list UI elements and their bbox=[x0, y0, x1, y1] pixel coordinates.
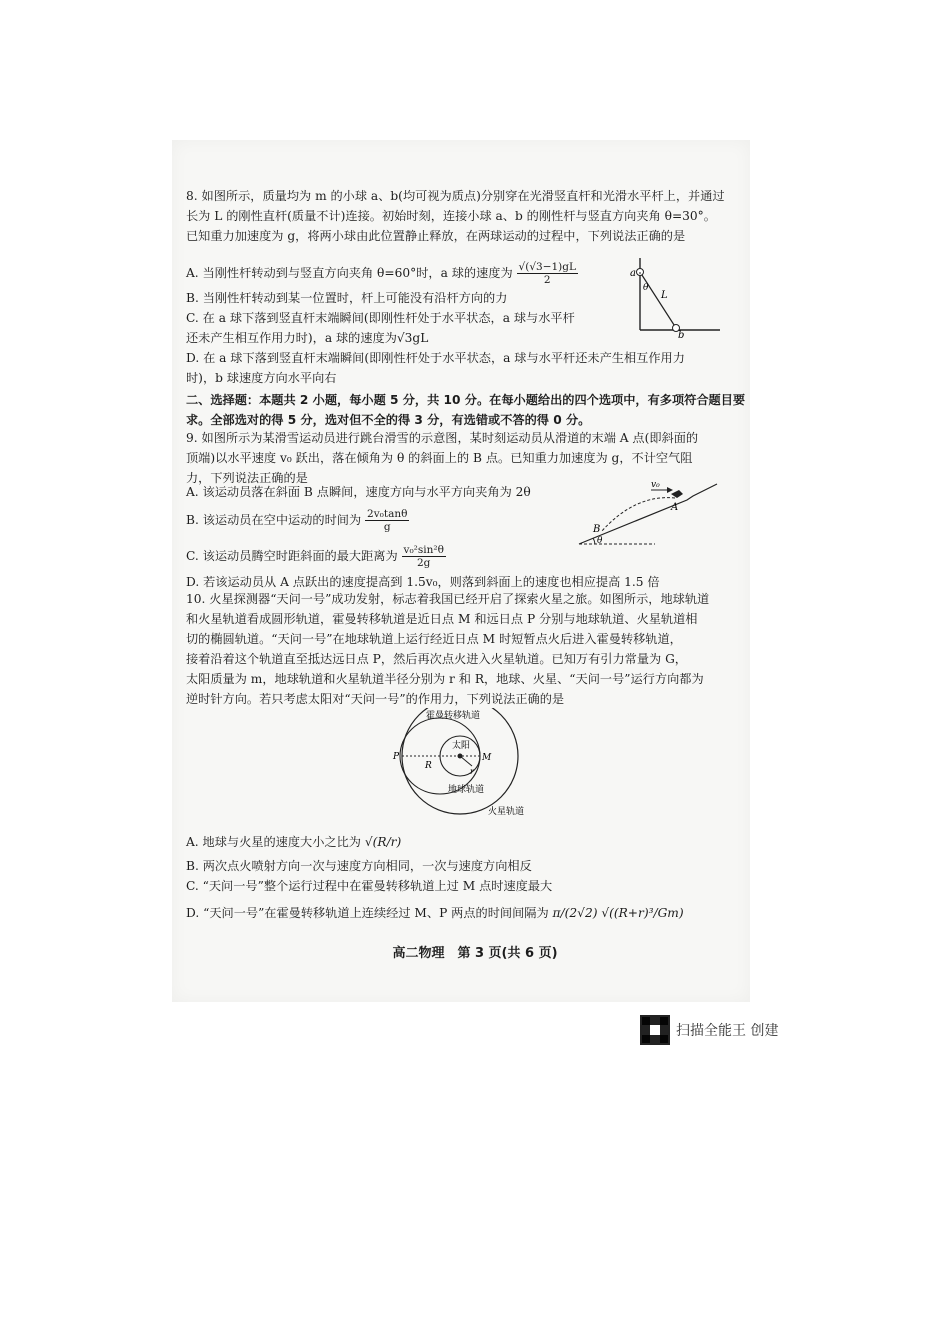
q10-label-earth: 地球轨道 bbox=[448, 785, 485, 795]
q10-label-mars: 火星轨道 bbox=[488, 807, 525, 817]
q8-label-L: L bbox=[661, 290, 668, 301]
q10-line-2: 和火星轨道看成圆形轨道，霍曼转移轨道是近日点 M 和远日点 P 分别与地球轨道、火星轨道相 bbox=[186, 612, 698, 626]
q8-label-a: a bbox=[630, 268, 636, 279]
q10-option-c: C. “天问一号”整个运行过程中在霍曼转移轨道上过 M 点时速度最大 bbox=[186, 879, 553, 893]
question-8 bbox=[186, 186, 726, 246]
q10-option-d-root: √((R+r)³/Gm) bbox=[601, 906, 684, 920]
q9-label-A: A bbox=[671, 502, 679, 513]
q9-ski-figure bbox=[575, 478, 725, 550]
page-footer: 高二物理 第 3 页(共 6 页) bbox=[392, 946, 558, 961]
scanner-watermark bbox=[640, 1015, 778, 1045]
q9-line-2: 顶端)以水平速度 v₀ 跃出，落在倾角为 θ 的斜面上的 B 点。已知重力加速度为 g，不计空气阻 bbox=[186, 451, 693, 465]
q8-label-theta: θ bbox=[643, 283, 649, 293]
section-2-line-2: 求。全部选对的得 5 分，选对但不全的得 3 分，有选错或不答的得 0 分。 bbox=[186, 413, 591, 427]
q10-label-P: P bbox=[393, 752, 400, 762]
q10-label-hohmann: 霍曼转移轨道 bbox=[426, 711, 481, 721]
q9-line-3: 力，下列说法正确的是 bbox=[186, 471, 308, 485]
q9-option-d: D. 若该运动员从 A 点跃出的速度提高到 1.5v₀，则落到斜面上的速度也相应提高 1.5 倍 bbox=[186, 575, 660, 589]
section-2-header bbox=[186, 390, 746, 430]
q8-line-2: 长为 L 的刚性直杆(质量不计)连接。初始时刻，连接小球 a、b 的刚性杆与竖直方向夹角 θ=30°。 bbox=[186, 209, 716, 223]
q10-line-3: 切的椭圆轨道。“天问一号”在地球轨道上运行经近日点 M 时短暂点火后进入霍曼转移轨道， bbox=[186, 632, 682, 646]
q8-option-d-2: 时)，b 球速度方向水平向右 bbox=[186, 371, 337, 385]
q8-option-a-fraction: $\frac{√(√3-1)gL}{2}$ bbox=[518, 261, 576, 286]
q9-line-1: 9. 如图所示为某滑雪运动员进行跳台滑雪的示意图，某时刻运动员从滑道的末端 A 点(即斜面的 bbox=[186, 431, 699, 445]
q9-label-B: B bbox=[593, 524, 601, 535]
q10-label-sun: 太阳 bbox=[452, 741, 471, 751]
q10-line-1: 10. 火星探测器“天问一号”成功发射，标志着我国已经开启了探索火星之旅。如图所示，地球轨道 bbox=[186, 592, 710, 606]
q10-line-6: 逆时针方向。若只考虑太阳对“天问一号”的作用力，下列说法正确的是 bbox=[186, 692, 565, 706]
q9-option-a: A. 该运动员落在斜面 B 点瞬间，速度方向与水平方向夹角为 2θ bbox=[186, 485, 531, 499]
q8-options bbox=[186, 258, 685, 388]
q10-label-M: M bbox=[482, 753, 492, 763]
q10-line-4: 接着沿着这个轨道直至抵达远日点 P，然后再次点火进入火星轨道。已知万有引力常量为 G， bbox=[186, 652, 687, 666]
q10-option-a-root: √(R/r) bbox=[364, 835, 402, 849]
qr-code-icon bbox=[640, 1015, 670, 1045]
q10-label-R: R bbox=[425, 761, 432, 771]
q8-option-b: B. 当刚性杆转动到某一位置时，杆上可能没有沿杆方向的力 bbox=[186, 291, 508, 305]
q10-line-5: 太阳质量为 m，地球轨道和火星轨道半径分别为 r 和 R，地球、火星、“天问一号”运行方向都为 bbox=[186, 672, 704, 686]
q10-orbit-figure bbox=[390, 708, 570, 824]
q9-option-c: C. 该运动员腾空时距斜面的最大距离为 $\frac{\text{v₀²sin²θ}}{2g}$ bbox=[186, 544, 444, 569]
q8-line-3: 已知重力加速度为 g，将两小球由此位置静止释放，在两球运动的过程中，下列说法正确的是 bbox=[186, 229, 686, 243]
q10-option-b: B. 两次点火喷射方向一次与速度方向相同，一次与速度方向相反 bbox=[186, 859, 532, 873]
q10-label-r: r bbox=[470, 767, 474, 776]
q10-options bbox=[186, 828, 726, 930]
scanner-brand-label: 扫描全能王 创建 bbox=[676, 1023, 779, 1039]
q8-line-1: 8. 如图所示，质量均为 m 的小球 a、b(均可视为质点)分别穿在光滑竖直杆和光滑水平杆上，并通过 bbox=[186, 189, 725, 203]
q10-option-d: D. “天问一号”在霍曼转移轨道上连续经过 M、P 两点的时间间隔为 π/(2√2) √((R+r)³/Gm) bbox=[186, 906, 684, 920]
q8-option-a: A. 当刚性杆转动到与竖直方向夹角 θ=60°时，a 球的速度为 $\frac{√(√3-1)gL}{2}$ bbox=[186, 261, 576, 286]
q10-option-d-coef: π/(2√2) bbox=[552, 906, 598, 920]
q9-option-b: B. 该运动员在空中运动的时间为 $\frac{\text{2v₀tanθ}}{g}$ bbox=[186, 508, 408, 533]
q8-label-b: b bbox=[678, 330, 685, 338]
q9-option-c-fraction: $\frac{\text{v₀²sin²θ}}{2g}$ bbox=[403, 544, 444, 569]
q10-option-a: A. 地球与火星的速度大小之比为 √(R/r) bbox=[186, 835, 402, 849]
q8-option-d-1: D. 在 a 球下落到竖直杆末端瞬间(即刚性杆处于水平状态，a 球与水平杆还未产生相互作用力 bbox=[186, 351, 685, 365]
q9-label-theta: θ bbox=[597, 536, 603, 546]
question-10 bbox=[186, 589, 726, 709]
section-2-line-1: 二、选择题：本题共 2 小题，每小题 5 分，共 10 分。在每小题给出的四个选项中，有多项符合题目要 bbox=[186, 393, 746, 407]
q9-label-v0: v₀ bbox=[651, 480, 660, 490]
q8-option-c-2: 还未产生相互作用力时)，a 球的速度为√3gL bbox=[186, 331, 429, 345]
q8-rod-figure bbox=[628, 252, 728, 338]
q9-option-b-fraction: $\frac{\text{2v₀tanθ}}{g}$ bbox=[367, 508, 408, 533]
q9-options bbox=[186, 482, 586, 574]
q8-option-c-1: C. 在 a 球下落到竖直杆末端瞬间(即刚性杆处于水平状态，a 球与水平杆 bbox=[186, 311, 575, 325]
